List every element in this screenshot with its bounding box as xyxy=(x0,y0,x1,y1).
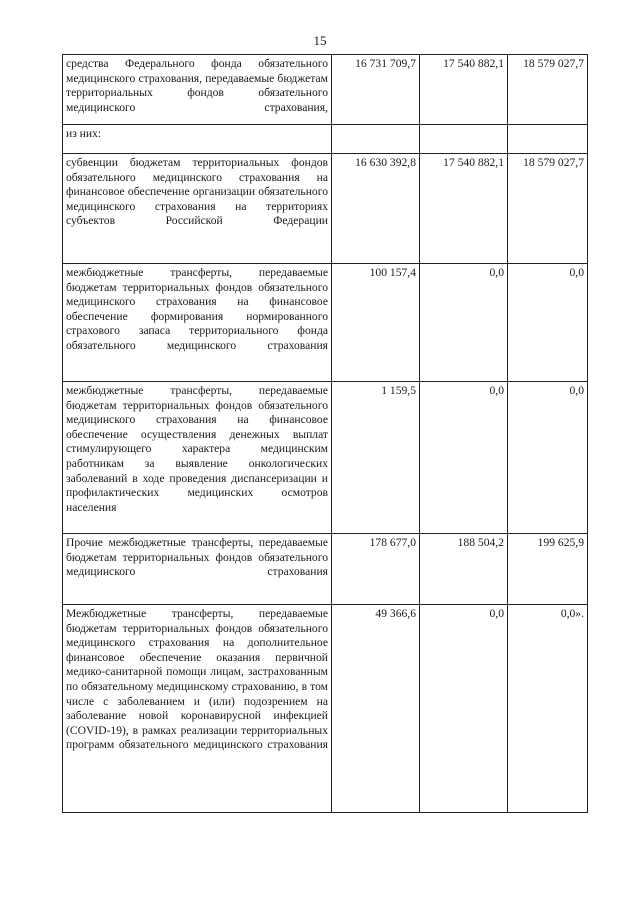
value-cell: 199 625,9 xyxy=(508,534,588,605)
value-cell: 0,0 xyxy=(420,382,508,534)
value-cell: 16 731 709,7 xyxy=(332,55,420,125)
table-row xyxy=(63,534,588,605)
value-cell xyxy=(332,125,420,154)
value-cell: 0,0 xyxy=(508,264,588,382)
value-cell: 17 540 882,1 xyxy=(420,154,508,264)
table-row xyxy=(63,55,588,125)
row-description: из них: xyxy=(63,125,332,154)
value-cell: 1 159,5 xyxy=(332,382,420,534)
value-cell: 0,0 xyxy=(508,382,588,534)
value-cell xyxy=(508,125,588,154)
value-cell: 0,0 xyxy=(420,264,508,382)
value-cell xyxy=(420,125,508,154)
value-cell: 49 366,6 xyxy=(332,605,420,813)
page-number: 15 xyxy=(313,33,327,48)
value-cell: 18 579 027,7 xyxy=(508,55,588,125)
value-cell: 17 540 882,1 xyxy=(420,55,508,125)
budget-table xyxy=(62,54,588,813)
table-row xyxy=(63,264,588,382)
value-cell: 178 677,0 xyxy=(332,534,420,605)
row-description: межбюджетные трансферты, передаваемые бюджетам территориальных фондов обязательного медицинского страхования на финансовое обеспечение формирования нормированного страхового запаса территориального фонда обязательного медицинского страхования xyxy=(63,264,332,382)
value-cell: 100 157,4 xyxy=(332,264,420,382)
table-row xyxy=(63,605,588,813)
value-cell: 188 504,2 xyxy=(420,534,508,605)
value-cell: 0,0». xyxy=(508,605,588,813)
row-description: Межбюджетные трансферты, передаваемые бюджетам территориальных фондов обязательного медицинского страхования на дополнительное финансовое обеспечение оказания первичной медико-санитарной помощи лицам, застрахованным по обязательному медицинскому страхованию, в том числе с заболеванием и (или) подозрением на заболевание новой коронавирусной инфекцией (COVID-19), в рамках реализации территориальных программ обязательного медицинского страхования xyxy=(63,605,332,813)
value-cell: 0,0 xyxy=(420,605,508,813)
table-row xyxy=(63,382,588,534)
row-description: межбюджетные трансферты, передаваемые бюджетам территориальных фондов обязательного медицинского страхования на финансовое обеспечение осуществления денежных выплат стимулирующего характера медицинским работникам за выявление онкологических заболеваний в ходе проведения диспансеризации и профилактических медицинских осмотров населения xyxy=(63,382,332,534)
table-row xyxy=(63,154,588,264)
row-description: Прочие межбюджетные трансферты, передаваемые бюджетам территориальных фондов обязательного медицинского страхования xyxy=(63,534,332,605)
row-description: средства Федерального фонда обязательного медицинского страхования, передаваемые бюджетам территориальных фондов обязательного медицинского страхования, xyxy=(63,55,332,125)
row-description: субвенции бюджетам территориальных фондов обязательного медицинского страхования на финансовое обеспечение организации обязательного медицинского страхования на территориях субъектов Российской Федерации xyxy=(63,154,332,264)
value-cell: 16 630 392,8 xyxy=(332,154,420,264)
table-row xyxy=(63,125,588,154)
value-cell: 18 579 027,7 xyxy=(508,154,588,264)
